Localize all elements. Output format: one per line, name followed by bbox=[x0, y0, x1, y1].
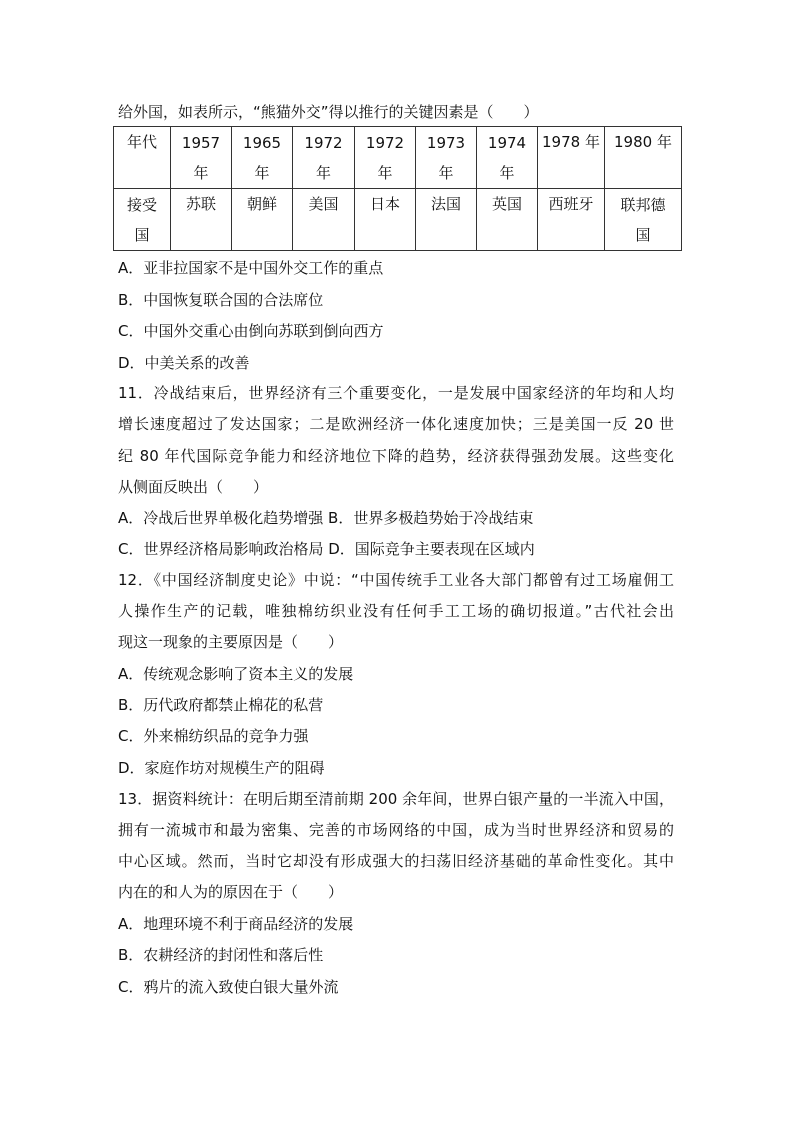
country-cell bbox=[355, 189, 416, 251]
table-row-years bbox=[114, 127, 682, 189]
q13-option-c: C．鸦片的流入致使白银大量外流 bbox=[118, 978, 339, 996]
q11-stem-line: 从侧面反映出（ ） bbox=[118, 478, 269, 496]
year-cell bbox=[416, 127, 477, 189]
cell-line: 日本 bbox=[369, 195, 400, 213]
country-cell bbox=[538, 189, 605, 251]
country-cell bbox=[232, 189, 293, 251]
cell-line: 1957 bbox=[181, 133, 221, 152]
year-cell bbox=[171, 127, 232, 189]
q10-stem: 给外国，如表所示，“熊猫外交”得以推行的关键因素是（ ） bbox=[118, 103, 539, 121]
cell-line: 年 bbox=[254, 163, 270, 182]
cell-line: 1980 年 bbox=[614, 133, 672, 151]
cell-line: 苏联 bbox=[185, 195, 216, 213]
q12-stem-line: 人操作生产的记载，唯独棉纺织业没有任何手工工场的确切报道。”古代社会出 bbox=[118, 602, 674, 620]
cell-line: 西班牙 bbox=[548, 195, 594, 213]
cell-line: 国 bbox=[635, 225, 651, 244]
cell-line: 年代 bbox=[126, 133, 157, 151]
cell-line: 英国 bbox=[491, 195, 522, 213]
q12-option-d: D．家庭作坊对规模生产的阻碍 bbox=[118, 759, 325, 777]
q10-option-c: C．中国外交重心由倒向苏联到倒向西方 bbox=[118, 322, 384, 340]
q10-option-a: A．亚非拉国家不是中国外交工作的重点 bbox=[118, 259, 384, 277]
q11-options-ab: A．冷战后世界单极化趋势增强 B．世界多极趋势始于冷战结束 bbox=[118, 509, 534, 527]
country-cell bbox=[477, 189, 538, 251]
cell-line: 年 bbox=[499, 163, 515, 182]
cell-line: 年 bbox=[315, 163, 331, 182]
cell-line: 1978 年 bbox=[542, 133, 600, 151]
cell-line: 美国 bbox=[308, 195, 339, 213]
cell-line: 1972 bbox=[304, 133, 343, 152]
q13-stem-line: 拥有一流城市和最为密集、完善的市场网络的中国，成为当时世界经济和贸易的 bbox=[118, 821, 674, 839]
cell-line: 国 bbox=[134, 225, 150, 244]
country-cell bbox=[416, 189, 477, 251]
q12-stem-line: 现这一现象的主要原因是（ ） bbox=[118, 633, 344, 651]
cell-line: 1972 bbox=[365, 133, 405, 152]
q11-stem-line: 增长速度超过了发达国家；二是欧洲经济一体化速度加快；三是美国一反 20 世 bbox=[118, 415, 674, 433]
header-cell-recipient bbox=[114, 189, 171, 251]
country-cell bbox=[293, 189, 355, 251]
cell-line: 1974 bbox=[487, 133, 527, 152]
header-cell-era bbox=[114, 127, 171, 189]
table-row-countries bbox=[114, 189, 682, 251]
cell-line: 年 bbox=[193, 163, 209, 182]
cell-line: 接受 bbox=[126, 195, 157, 214]
q12-option-b: B．历代政府都禁止棉花的私营 bbox=[118, 696, 324, 714]
cell-line: 年 bbox=[438, 163, 454, 182]
q13-stem-line: 内在的和人为的原因在于（ ） bbox=[118, 883, 344, 901]
year-cell bbox=[538, 127, 605, 189]
country-cell bbox=[605, 189, 682, 251]
cell-line: 联邦德 bbox=[620, 195, 666, 214]
q10-option-d: D．中美关系的改善 bbox=[118, 354, 250, 372]
q13-stem-line: 中心区域。然而，当时它却没有形成强大的扫荡旧经济基础的革命性变化。其中 bbox=[118, 852, 674, 870]
q12-option-a: A．传统观念影响了资本主义的发展 bbox=[118, 665, 354, 683]
year-cell bbox=[232, 127, 293, 189]
q13-stem-line: 13．据资料统计：在明后期至清前期 200 余年间，世界白银产量的一半流入中国， bbox=[118, 790, 674, 808]
q11-stem-line: 纪 80 年代国际竞争能力和经济地位下降的趋势，经济获得强劲发展。这些变化 bbox=[118, 447, 674, 465]
cell-line: 1965 bbox=[242, 133, 282, 152]
panda-diplomacy-table bbox=[113, 126, 682, 251]
q11-stem-line: 11．冷战结束后，世界经济有三个重要变化，一是发展中国家经济的年均和人均 bbox=[118, 384, 674, 402]
cell-line: 朝鲜 bbox=[246, 195, 277, 213]
q10-option-b: B．中国恢复联合国的合法席位 bbox=[118, 291, 324, 309]
q13-option-a: A．地理环境不利于商品经济的发展 bbox=[118, 915, 354, 933]
year-cell bbox=[355, 127, 416, 189]
q13-option-b: B．农耕经济的封闭性和落后性 bbox=[118, 946, 324, 964]
year-cell bbox=[477, 127, 538, 189]
cell-line: 法国 bbox=[430, 195, 461, 213]
cell-line: 1973 bbox=[426, 133, 466, 152]
cell-line: 年 bbox=[377, 163, 393, 182]
year-cell bbox=[293, 127, 355, 189]
q12-stem-line: 12．《中国经济制度史论》中说：“中国传统手工业各大部门都曾有过工场雇佣工 bbox=[118, 571, 674, 589]
country-cell bbox=[171, 189, 232, 251]
year-cell bbox=[605, 127, 682, 189]
q12-option-c: C．外来棉纺织品的竞争力强 bbox=[118, 727, 309, 745]
q11-options-cd: C．世界经济格局影响政治格局 D．国际竞争主要表现在区域内 bbox=[118, 540, 535, 558]
